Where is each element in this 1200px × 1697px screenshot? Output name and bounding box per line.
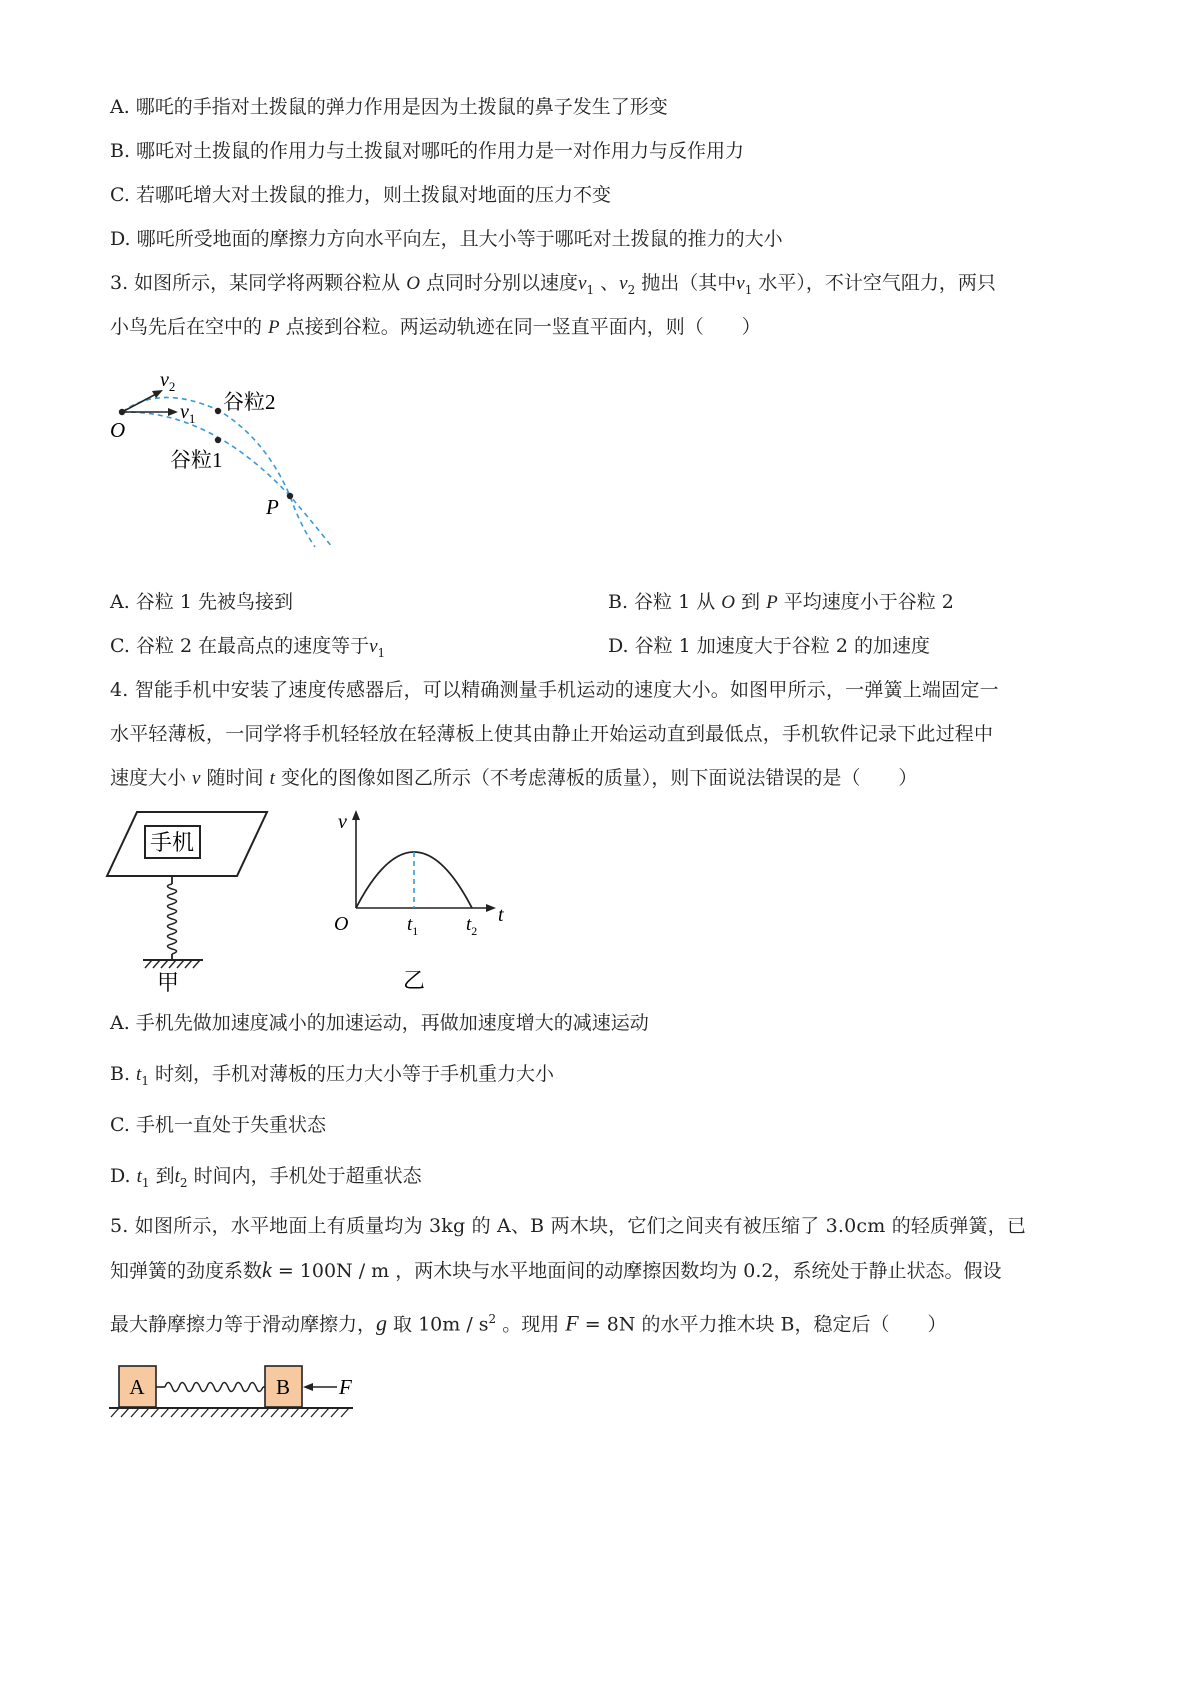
label-origin: O [334,913,349,935]
q2-option-a: A. 哪吒的手指对土拨鼠的弹力作用是因为土拨鼠的鼻子发生了形变 [110,96,668,118]
label-t2: $t_2$ [466,914,478,938]
force-label: F [339,1375,352,1399]
q4-stem-line-3: 速度大小 v 随时间 t 变化的图像如图乙所示（不考虑薄板的质量），则下面说法错误的是（ ） [110,767,918,789]
label-v2: $v_2$ [160,369,176,394]
t-axis-arrowhead [486,904,496,912]
q4-stem-line-2: 水平轻薄板，一同学将手机轻轻放在轻薄板上使其由静止开始运动直到最低点，手机软件记录下此过程中 [110,723,994,745]
q2-option-b: B. 哪吒对土拨鼠的作用力与土拨鼠对哪吒的作用力是一对作用力与反作用力 [110,140,745,162]
spring-coil [168,884,177,954]
q3-option-a: A. 谷粒 1 先被鸟接到 [110,591,293,613]
q3-option-d: D. 谷粒 1 加速度大于谷粒 2 的加速度 [608,635,930,657]
label-p: P [266,495,279,519]
force-arrowhead [303,1383,313,1391]
trajectory-grain-2 [122,397,315,547]
block-a-label: A [129,1375,145,1399]
q5-stem-line-1: 5. 如图所示，水平地面上有质量均为 3kg 的 A、B 两木块，它们之间夹有被压缩了 3.0cm 的轻质弹簧，已 [110,1215,1027,1237]
q3-option-c: C. 谷粒 2 在最高点的速度等于$v_1$ [110,635,386,660]
caption-yi: 乙 [402,968,426,993]
q4-figure-yi [330,808,520,998]
q2-option-d: D. 哪吒所受地面的摩擦力方向水平向左，且大小等于哪吒对土拨鼠的推力的大小 [110,228,783,250]
label-v1: $v_1$ [180,401,196,426]
q4-option-d: D. $t_1$ 到$t_2$ 时间内，手机处于超重状态 [110,1165,422,1190]
q4-option-c: C. 手机一直处于失重状态 [110,1114,326,1136]
compressed-spring [165,1383,263,1392]
q4-stem-line-1: 4. 智能手机中安装了速度传感器后，可以精确测量手机运动的速度大小。如图甲所示，一弹簧上端固定一 [110,679,999,701]
q4-option-b: B. $t_1$ 时刻，手机对薄板的压力大小等于手机重力大小 [110,1063,555,1088]
q4-option-a: A. 手机先做加速度减小的加速运动，再做加速度增大的减速运动 [110,1012,649,1034]
v1-arrowhead [168,408,178,416]
ground-hatching [145,960,200,968]
label-o: O [110,418,126,442]
point-o [119,409,125,415]
grain-1-dot [215,437,221,443]
block-b-label: B [275,1375,291,1399]
label-t-axis: t [498,904,504,926]
q4-figure-jia [105,808,275,993]
v2-arrow [122,393,158,412]
grain-2-dot [215,408,221,414]
label-v-axis: v [338,811,347,833]
q5-stem-line-2: 知弹簧的劲度系数k = 100N / m ，两木块与水平地面间的动摩擦因数均为 0.2，系统处于静止状态。假设 [110,1257,1002,1282]
q3-option-b: B. 谷粒 1 从 O 到 P 平均速度小于谷粒 2 [608,591,954,613]
caption-jia: 甲 [156,970,180,993]
label-t1: $t_1$ [407,914,419,938]
q5-stem-line-3: 最大静摩擦力等于滑动摩擦力，g 取 $10m / s^2$ 。现用 F = 8N 的水平力推木块 B，稳定后（ ） [110,1310,947,1336]
q3-stem-line-1: 3. 如图所示，某同学将两颗谷粒从 O 点同时分别以速度$v_1$ 、$v_2$ 抛出（其中$v_1$ 水平），不计空气阻力，两只 [110,272,996,297]
v2-arrowhead [152,390,163,398]
floor-hatching [111,1408,349,1417]
point-p [287,493,293,499]
trajectory-grain-1 [122,412,332,547]
q5-blocks-figure [105,1360,365,1430]
q3-trajectory-figure [100,360,360,560]
label-grain-2: 谷粒2 [223,390,276,414]
label-grain-1: 谷粒1 [170,448,223,472]
phone-label: 手机 [149,830,195,855]
v-axis-arrowhead [352,810,360,820]
q3-stem-line-2: 小鸟先后在空中的 P 点接到谷粒。两运动轨迹在同一竖直平面内，则（ ） [110,316,761,338]
q2-option-c: C. 若哪吒增大对土拨鼠的推力，则土拨鼠对地面的压力不变 [110,184,611,206]
